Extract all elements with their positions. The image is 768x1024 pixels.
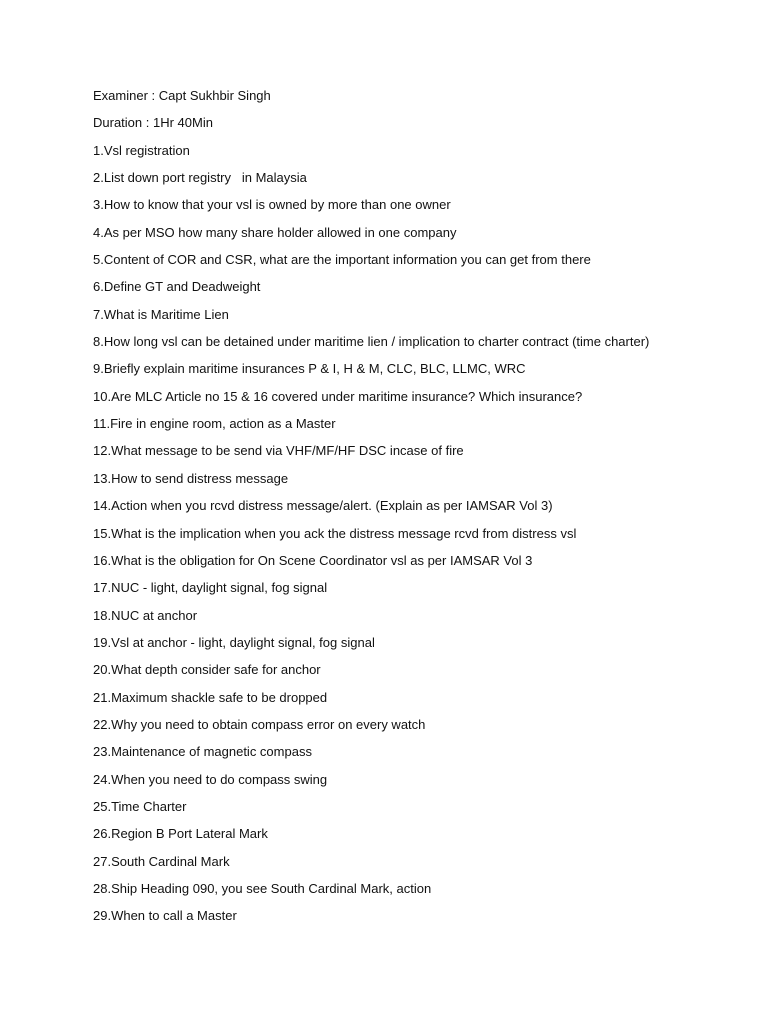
document-content — [93, 86, 753, 934]
question-item: 1.Vsl registration — [93, 142, 190, 158]
question-item: 5.Content of COR and CSR, what are the important information you can get from there — [93, 252, 591, 268]
question-item: 13.How to send distress message — [93, 470, 289, 486]
question-item: 20.What depth consider safe for anchor — [93, 662, 321, 678]
question-list — [93, 141, 753, 934]
question-item: 4.As per MSO how many share holder allowed in one company — [93, 224, 457, 240]
examiner-line: Examiner : Capt Sukhbir Singh — [93, 88, 271, 103]
question-item: 25.Time Charter — [93, 798, 187, 814]
question-item: 27.South Cardinal Mark — [93, 853, 230, 869]
question-item: 19.Vsl at anchor - light, daylight signal, fog signal — [93, 634, 375, 650]
question-item: 18.NUC at anchor — [93, 607, 198, 623]
question-item: 24.When you need to do compass swing — [93, 771, 328, 787]
question-item: 11.Fire in engine room, action as a Master — [93, 416, 336, 432]
question-item: 21.Maximum shackle safe to be dropped — [93, 689, 328, 705]
question-item: 23.Maintenance of magnetic compass — [93, 744, 312, 760]
question-item: 10.Are MLC Article no 15 & 16 covered under maritime insurance? Which insurance? — [93, 388, 583, 404]
question-item: 28.Ship Heading 090, you see South Cardinal Mark, action — [93, 880, 432, 896]
question-item: 16.What is the obligation for On Scene Coordinator vsl as per IAMSAR Vol 3 — [93, 552, 533, 568]
question-item: 7.What is Maritime Lien — [93, 306, 229, 322]
question-item: 17.NUC - light, daylight signal, fog signal — [93, 580, 328, 596]
question-item: 15.What is the implication when you ack the distress message rcvd from distress vsl — [93, 525, 577, 541]
question-item: 9.Briefly explain maritime insurances P & I, H & M, CLC, BLC, LLMC, WRC — [93, 361, 526, 377]
question-item: 8.How long vsl can be detained under maritime lien / implication to charter contract (time charter) — [93, 334, 650, 350]
question-item: 2.List down port registry in Malaysia — [93, 170, 307, 186]
question-item: 29.When to call a Master — [93, 908, 237, 924]
duration-line: Duration : 1Hr 40Min — [93, 115, 213, 131]
question-item: 26.Region B Port Lateral Mark — [93, 826, 268, 842]
question-item: 14.Action when you rcvd distress message/alert. (Explain as per IAMSAR Vol 3) — [93, 498, 553, 514]
question-item: 12.What message to be send via VHF/MF/HF DSC incase of fire — [93, 443, 464, 459]
question-item: 22.Why you need to obtain compass error on every watch — [93, 716, 426, 732]
question-item: 3.How to know that your vsl is owned by more than one owner — [93, 197, 451, 213]
question-item: 6.Define GT and Deadweight — [93, 279, 261, 295]
